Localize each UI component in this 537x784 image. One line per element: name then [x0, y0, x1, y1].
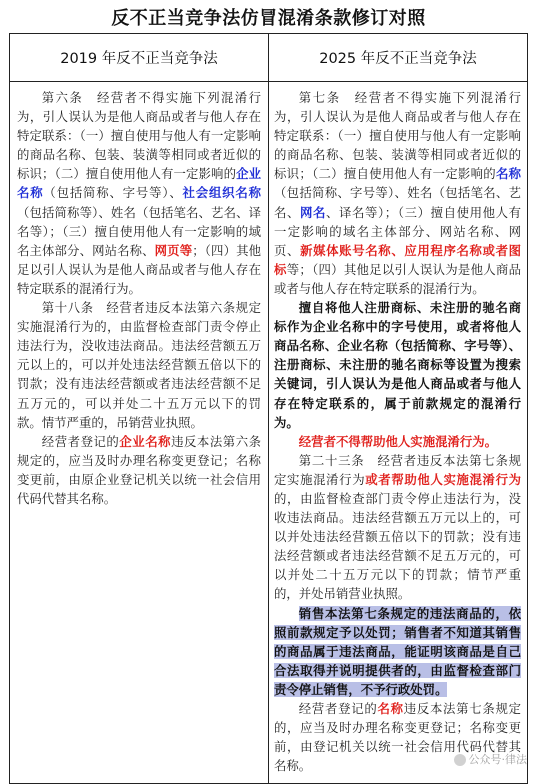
text-run: 的，由监督检查部门责令停止违法行为，没收违法商品。违法经营额五万元以上的，可以并处违法经营额五倍以下的罚款；没有违法经营额或者违法经营额不足五万元的，可以并处二十五万元以下的罚款；情节严重的，并处吊销营业执照。	[274, 490, 521, 602]
text-run: 经营者登记的	[298, 701, 378, 716]
comparison-table	[9, 33, 528, 784]
text-run: 违反本法第六条规定的，应当及时办理名称变更登记；名称变更前，由原企业登记机关以统一社会信用代码代替其名称。	[17, 433, 262, 506]
table-body-row	[10, 82, 528, 784]
name-change-paragraph	[17, 432, 261, 508]
emphasis-text: 名称	[495, 166, 522, 182]
assist-confusion-paragraph	[274, 432, 521, 451]
article-23-paragraph	[274, 451, 521, 604]
emphasis-text: 或者帮助他人实施混淆行为	[365, 471, 522, 487]
text-run: 等；（四）其他足以引人误认为是他人商品或者与他人存在特定联系的混淆行为。	[274, 261, 522, 296]
article-18-paragraph	[17, 298, 261, 432]
emphasis-text: 网名	[300, 204, 326, 220]
column-2025-text	[269, 82, 528, 784]
text-run: 第六条 经营者不得实施下列混淆行为，引人误认为是他人商品或者与他人存在特定联系：（一）擅自使用与他人有一定影响的商品名称、包装、装潢等相同或者近似的标识；（二）擅自使用他人有一定影响的	[17, 90, 261, 182]
document-title: 反不正当竞争法仿冒混淆条款修订对照	[111, 8, 426, 29]
text-run: 第七条 经营者不得实施下列混淆行为，引人误认为是他人商品或者与他人存在特定联系：（一）擅自使用与他人有一定影响的商品名称、包装、装潢等相同或者近似的标识；（二）擅自使用他人有一定影响的	[274, 90, 521, 182]
text-run: （包括简称、字号等）、	[43, 185, 183, 201]
column-header-2019: 2019 年反不正当竞争法	[10, 34, 269, 82]
text-run: （包括简称等）、姓名（包括笔名、艺名、译名等）；（三）擅自使用他人有一定影响的域名主体部分、网站名称、	[17, 204, 261, 258]
article-7-paragraph	[274, 88, 521, 298]
emphasis-text: 新媒体账号名称、应用程序名称或者图标	[274, 242, 522, 277]
watermark-logo-icon	[454, 754, 466, 766]
emphasis-text: 网页等	[154, 242, 193, 258]
emphasis-text: 经营者不得帮助他人实施混淆行为。	[298, 433, 498, 449]
text-run: （包括简称、字号等）、姓名（包括笔名、艺名、	[274, 185, 521, 220]
emphasis-text: 擅自将他人注册商标、未注册的驰名商标作为企业名称中的字号使用，或者将他人商品名称、企业名称（包括简称、字号等）、注册商标、未注册的驰名商标等设置为搜索关键词，引人误认为是他人商品或者与他人存在特定联系的，属于前款规定的混淆行为。	[274, 300, 521, 430]
seller-liability-paragraph	[274, 604, 521, 699]
article-6-paragraph	[17, 88, 261, 298]
keyword-confusion-paragraph	[274, 298, 521, 432]
emphasis-text: 企业名称	[119, 433, 172, 449]
text-run: 违反本法第七条规定的，应当及时办理名称变更登记；名称变更前，由登记机关以统一社会信用代码代替其名称。	[274, 701, 522, 774]
emphasis-text: 名称	[377, 701, 404, 716]
table-header-row	[10, 34, 528, 82]
column-header-2025: 2025 年反不正当竞争法	[269, 34, 528, 82]
emphasis-text: 销售本法第七条规定的违法商品的，依照前款规定予以处罚；销售者不知道其销售的商品属于违法商品，能证明该商品是自己合法取得并说明提供者的，由监督检查部门责令停止销售，不予行政处罚。	[274, 605, 521, 697]
watermark	[454, 751, 528, 767]
emphasis-text: 企业名称	[17, 166, 261, 201]
text-run: 第二十三条 经营者违反本法第七条规定实施混淆行为	[274, 452, 521, 487]
text-run: 第十八条 经营者违反本法第六条规定实施混淆行为的，由监督检查部门责令停止违法行为，没收违法商品。违法经营额五万元以上的，可以并处违法经营额五倍以下的罚款；没有违法经营额或者违法经营额不足五万元的，可以并处二十五万元以下的罚款。情节严重的，吊销营业执照。	[17, 300, 261, 430]
emphasis-text: 社会组织名称	[182, 185, 261, 201]
text-run: 、译名等）；（三）擅自使用他人有一定影响的域名主体部分、网站名称、网页、	[274, 204, 521, 258]
text-run: ；（四）其他足以引人误认为是他人商品或者与他人存在特定联系的混淆行为。	[17, 242, 261, 296]
text-run: 经营者登记的	[41, 433, 120, 449]
column-2019-text	[10, 82, 269, 784]
watermark-text: 公众号·律法	[468, 753, 527, 766]
